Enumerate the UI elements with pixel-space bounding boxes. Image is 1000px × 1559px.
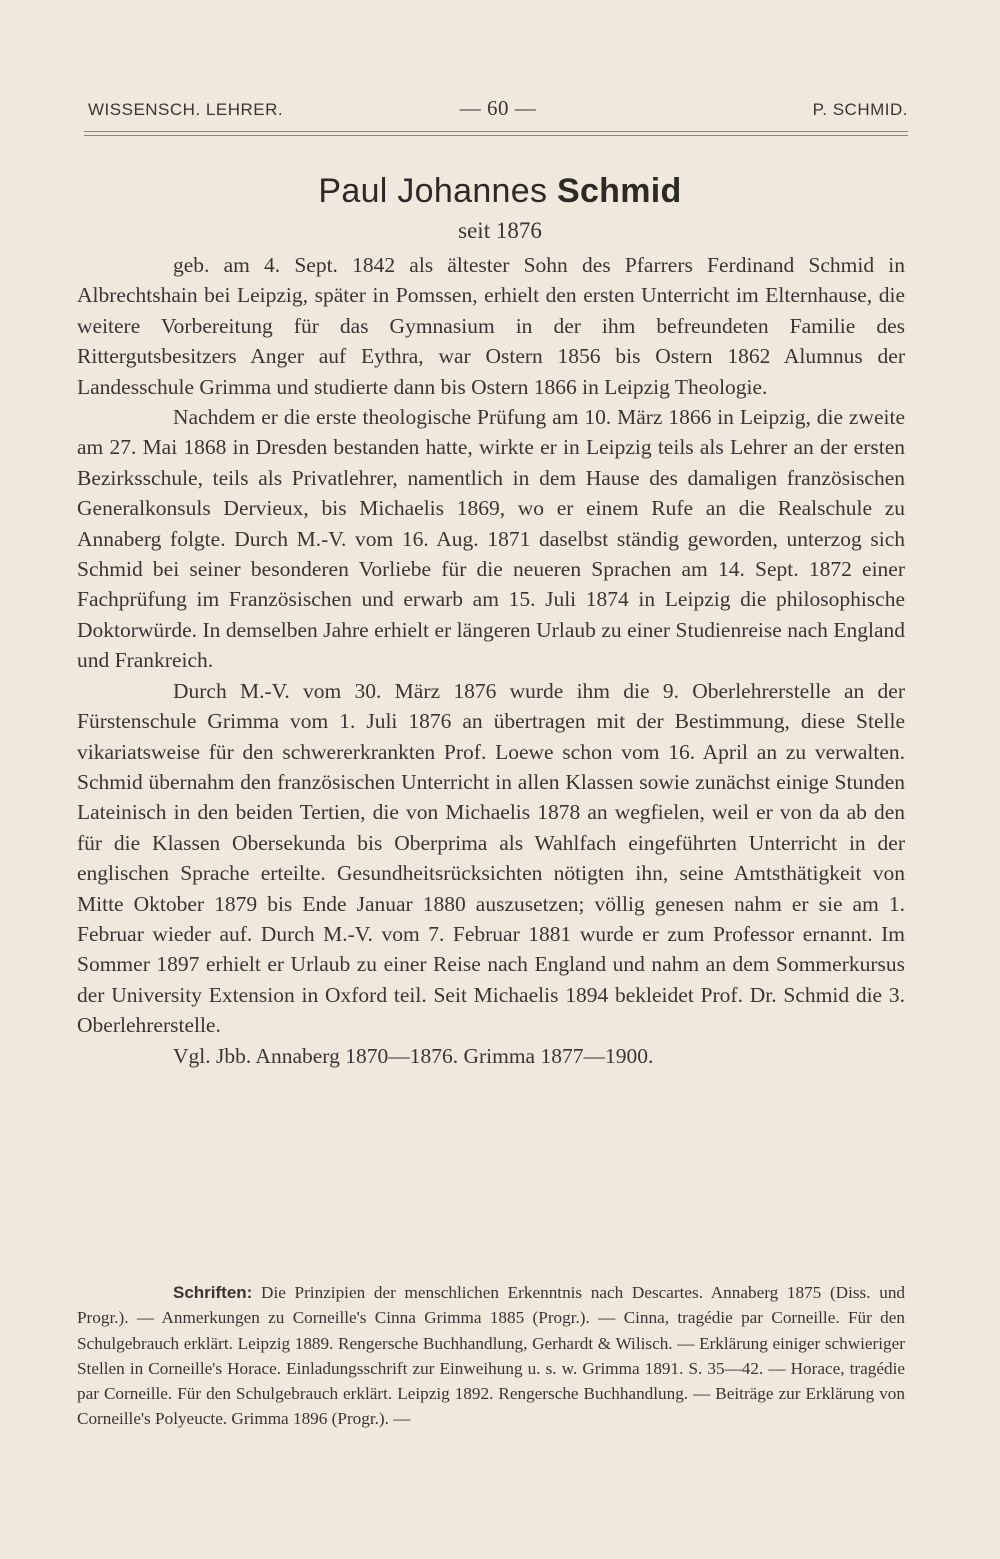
paragraph: geb. am 4. Sept. 1842 als ältester Sohn des Pfarrers Ferdinand Schmid in Albrechtshain bei Leipzig, später in Pomssen, erhielt den ersten Unterricht im Elternhause, die weitere Vorbereitung für das Gymnasium in der ihm befreundeten Familie des Rittergutsbesitzers Anger auf Eythra, war Ostern 1856 bis Ostern 1862 Alumnus der Landesschule Grimma und studierte dann bis Ostern 1866 in Leipzig Theologie. [77,253,905,399]
title-family-name: Schmid [557,172,682,210]
writings-text: Die Prinzipien der menschlichen Erkenntnis nach Descartes. Annaberg 1875 (Diss. und Progr.). — Anmerkungen zu Corneille's Cinna Grimma 1885 (Progr.). — Cinna, tragédie par Corneille. Für den Schulgebrauch erklärt. Leipzig 1889. Rengersche Buchhandlung, Gerhardt & Wilisch. — Erklärung einiger schwieriger Stellen in Corneille's Horace. Einladungsschrift zur Einweihung u. s. w. Grimma 1891. S. 35—42. — Horace, tragédie par Corneille. Für den Schulgebrauch erklärt. Leipzig 1892. Rengersche Buchhandlung. — Beiträge zur Erklärung von Corneille's Polyeucte. Grimma 1896 (Progr.). — [77,1283,906,1429]
page-subtitle: seit 1876 [458,218,542,243]
title-given-names: Paul Johannes [318,172,548,210]
writings-label: Schriften: [173,1283,253,1302]
paragraph: Vgl. Jbb. Annaberg 1870—1876. Grimma 1877—1900. [173,1043,654,1068]
writings-section [77,1280,905,1432]
running-head-section: WISSENSCH. LEHRER. [88,100,284,119]
page-number: — 60 — [459,96,537,120]
paragraph: Durch M.-V. vom 30. März 1876 wurde ihm die 9. Oberlehrerstelle an der Fürstenschule Grimma vom 1. Juli 1876 an übertragen mit der Bestimmung, diese Stelle vikariatsweise für den schwererkrankten Prof. Loewe schon vom 16. April an zu verwalten. Schmid übernahm den französischen Unterricht in allen Klassen sowie zunächst einige Stunden Lateinisch in den beiden Tertien, die von Michaelis 1878 an wegfielen, weil er von da ab den für die Klassen Obersekunda bis Oberprima als Wahlfach eingeführten Unterricht in der englischen Sprache erteilte. Gesundheitsrücksichten nötigten ihn, seine Amtsthätigkeit von Mitte Oktober 1879 bis Ende Januar 1880 auszusetzen; völlig genesen nahm er sie am 1. Februar wieder auf. Durch M.-V. vom 7. Februar 1881 wurde er zum Professor ernannt. Im Sommer 1897 erhielt er Urlaub zu einer Reise nach England und nahm an dem Sommerkursus der University Extension in Oxford teil. Seit Michaelis 1894 bekleidet Prof. Dr. Schmid die 3. Oberlehrerstelle. [77,678,905,1038]
running-head-name: P. SCHMID. [812,100,908,119]
page-title [0,172,1000,211]
biography-text [77,250,905,1071]
running-head [88,96,908,130]
paragraph: Nachdem er die erste theologische Prüfung am 10. März 1866 in Leipzig, die zweite am 27. Mai 1868 in Dresden bestanden hatte, wirkte er in Leipzig teils als Lehrer an der ersten Bezirksschule, teils als Privatlehrer, namentlich in dem Hause des damaligen französischen Generalkonsuls Dervieux, bis Michaelis 1869, wo er einem Rufe an die Realschule zu Annaberg folgte. Durch M.-V. vom 16. Aug. 1871 daselbst ständig geworden, unterzog sich Schmid bei seiner besonderen Vorliebe für die neueren Sprachen am 14. Sept. 1872 einer Fachprüfung im Französischen und erwarb am 15. Juli 1874 in Leipzig die philosophische Doktorwürde. In demselben Jahre erhielt er längeren Urlaub zu einer Studienreise nach England und Frankreich. [77,405,905,673]
header-double-rule [84,131,908,136]
writings-paragraph [77,1280,905,1432]
